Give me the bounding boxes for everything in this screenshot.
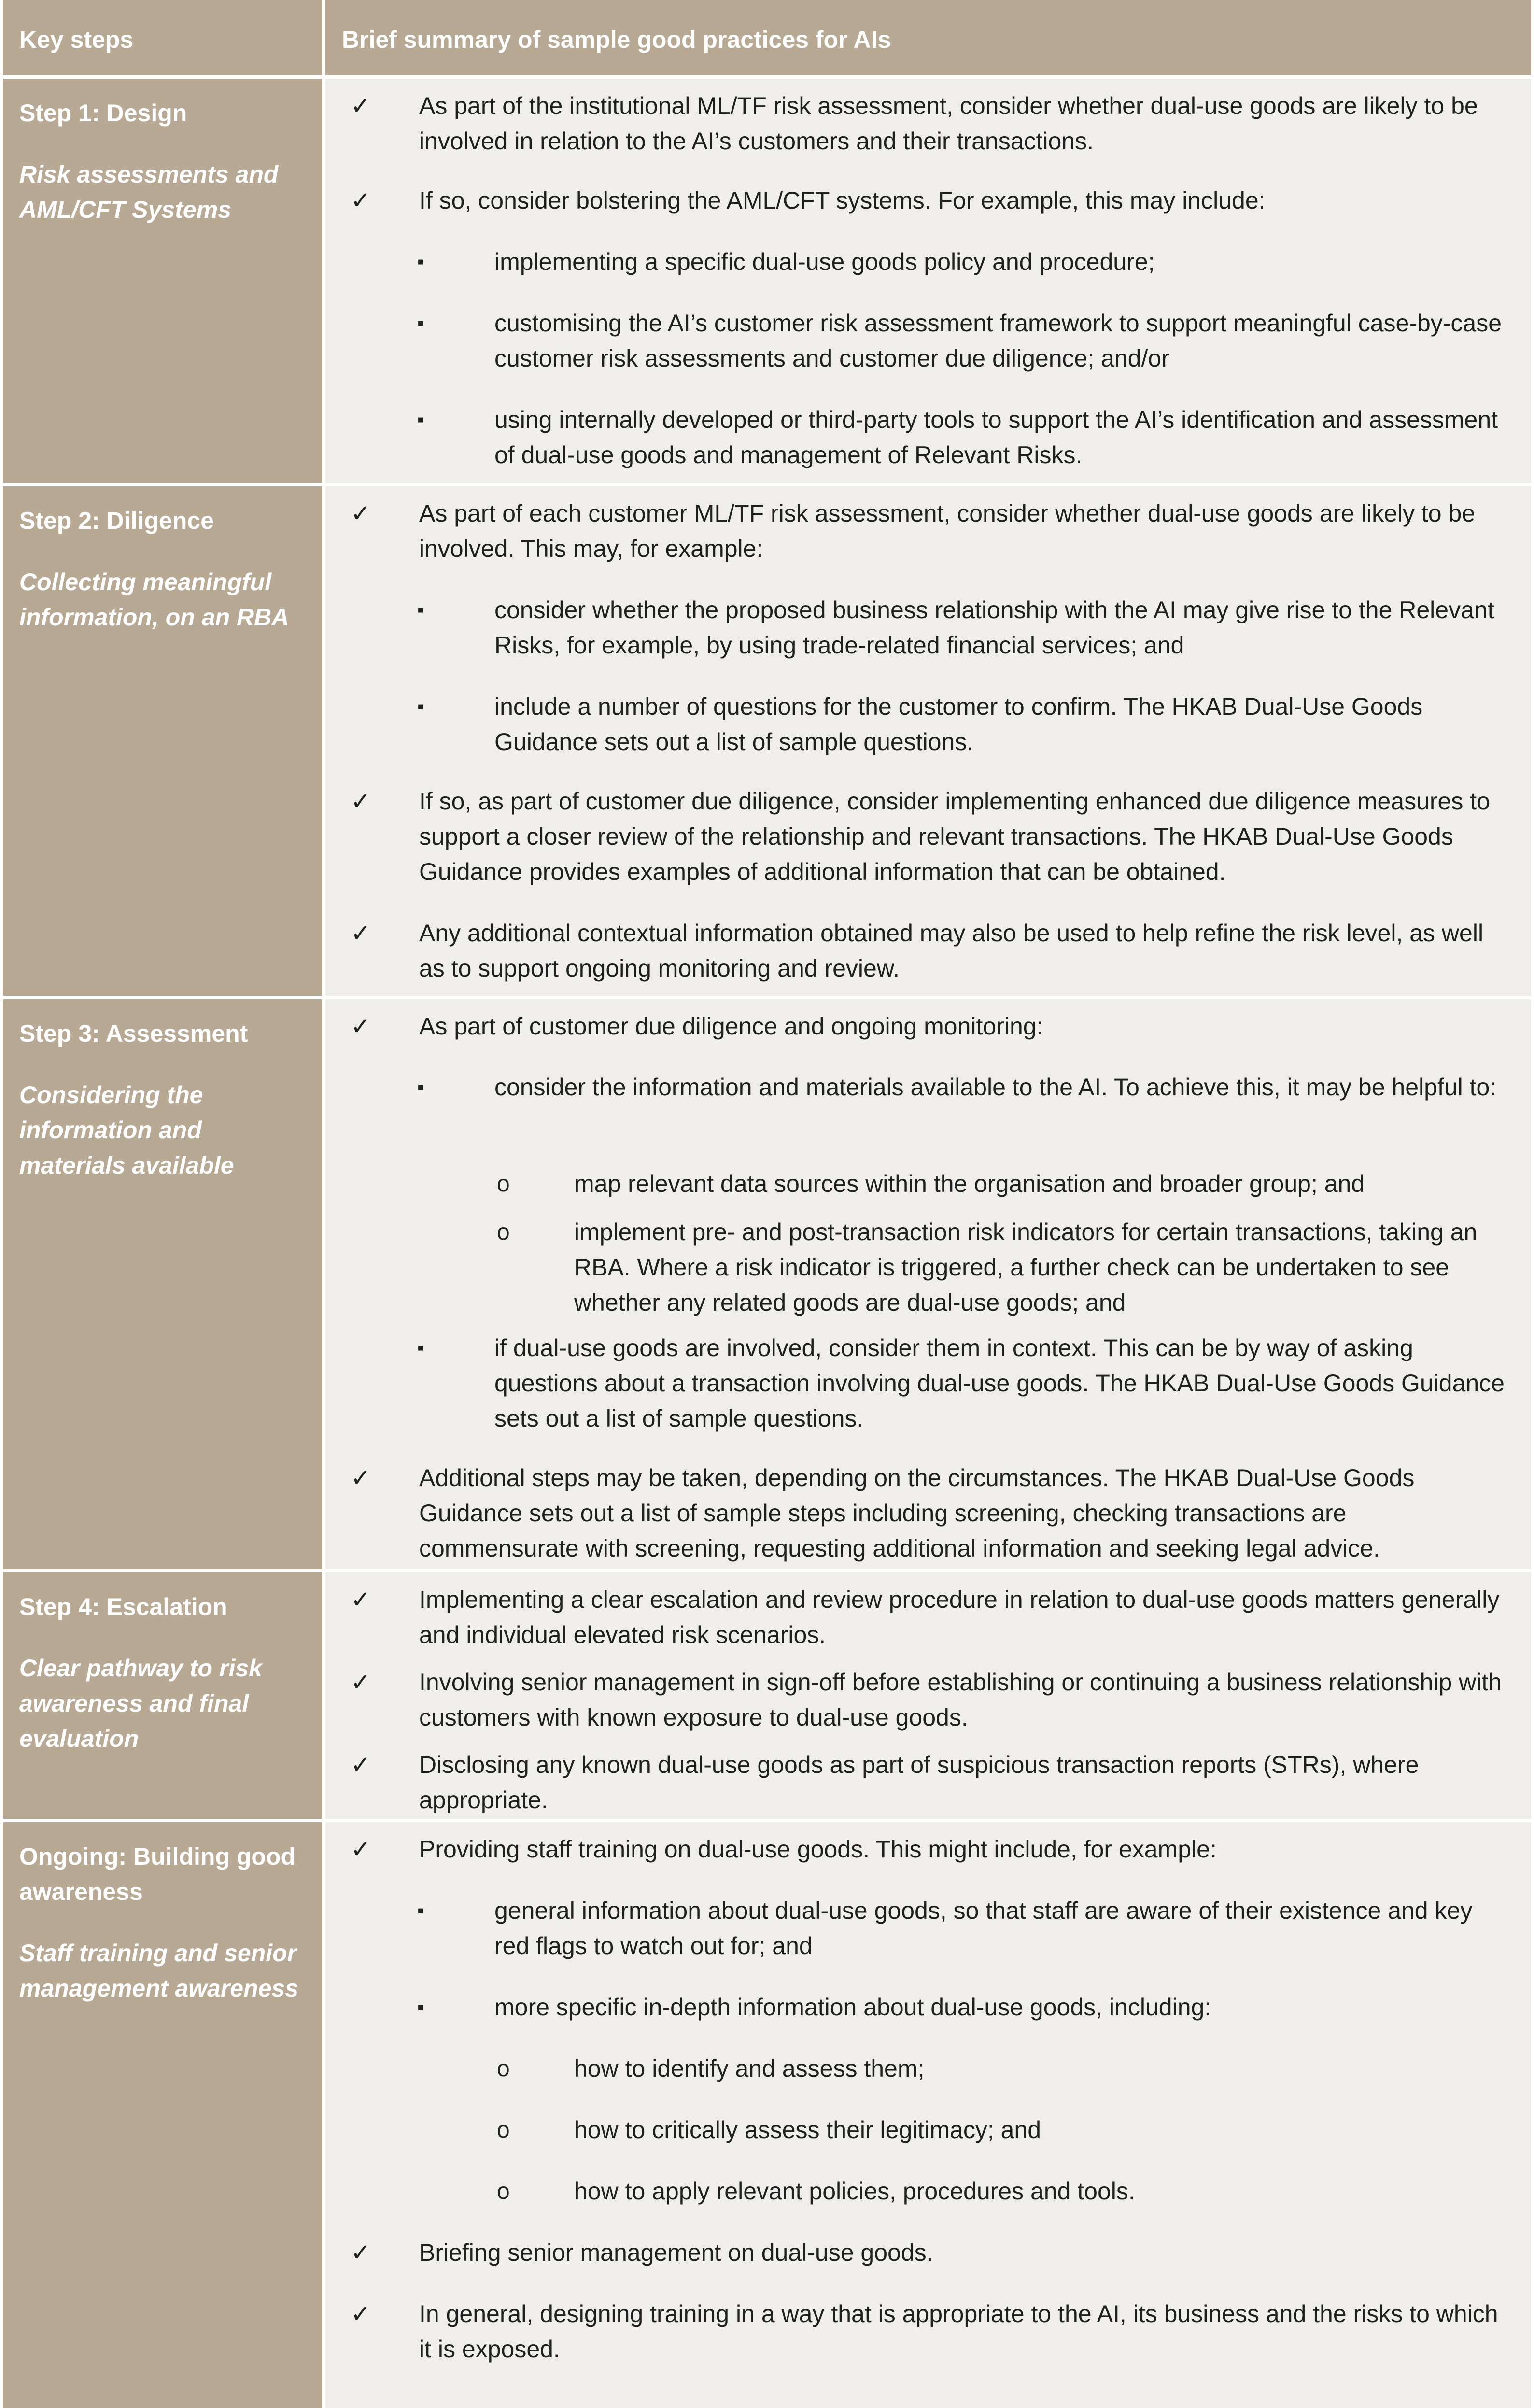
list-item-text: implementing a specific dual-use goods policy and procedure; (494, 248, 1155, 275)
list-item (342, 1832, 1510, 1867)
header-key-steps-label: Key steps (19, 26, 134, 53)
list-item-text: Disclosing any known dual-use goods as part of suspicious transaction reports (STRs), where appropriate. (419, 1751, 1419, 1813)
list-item (342, 88, 1510, 159)
list-item (342, 2235, 1510, 2270)
list-item-text: general information about dual-use goods, so that staff are aware of their existence and key red flags to watch out for; and (494, 1897, 1473, 1959)
circle-bullet-icon: o (497, 1171, 510, 1197)
list-item (342, 1460, 1510, 1566)
row-step-1-summary (325, 79, 1531, 483)
list-item (342, 183, 1510, 218)
list-item (417, 402, 1511, 473)
list-item-text: map relevant data sources within the organisation and broader group; and (574, 1170, 1365, 1197)
check-mark-icon: ✓ (351, 1464, 371, 1491)
square-bullet-icon: ▪ (417, 1997, 424, 2018)
step-3-title: Step 3: Assessment (19, 1020, 248, 1047)
square-bullet-icon: ▪ (417, 312, 424, 334)
list-item-text: customising the AI’s customer risk assessment framework to support meaningful case-by-case customer risk assessments and customer due diligence; and/or (494, 310, 1502, 372)
step-1-cell (19, 96, 314, 227)
check-mark-icon: ✓ (351, 920, 371, 947)
list-item (417, 1070, 1511, 1105)
circle-bullet-icon: o (497, 2117, 510, 2143)
list-item (417, 244, 1511, 280)
list-item-text: how to apply relevant policies, procedures and tools. (574, 2178, 1135, 2205)
ongoing-title: Ongoing: Building good awareness (19, 1843, 296, 1905)
list-item-text: If so, consider bolstering the AML/CFT systems. For example, this may include: (419, 187, 1266, 214)
list-item-text: more specific in-depth information about dual-use goods, including: (494, 1994, 1211, 2021)
check-mark-icon: ✓ (351, 1013, 371, 1040)
list-item-text: Implementing a clear escalation and review procedure in relation to dual-use goods matters generally and individual elevated risk scenarios. (419, 1586, 1500, 1648)
list-item-text: Briefing senior management on dual-use goods. (419, 2239, 933, 2266)
check-mark-icon: ✓ (351, 500, 371, 527)
step-2-subtitle: Collecting meaningful information, on an RBA (19, 568, 289, 631)
list-item-text: As part of the institutional ML/TF risk assessment, consider whether dual-use goods are likely to be involved in relation to the AI’s customers and their transactions. (419, 92, 1478, 155)
list-item (342, 1665, 1510, 1735)
list-item (417, 593, 1511, 663)
list-item (342, 1747, 1510, 1818)
circle-bullet-icon: o (497, 1219, 510, 1245)
list-item-text: how to critically assess their legitimacy; and (574, 2116, 1041, 2143)
list-item-text: Any additional contextual information obtained may also be used to help refine the risk level, as well as to support ongoing monitoring and review. (419, 920, 1484, 982)
square-bullet-icon: ▪ (417, 1337, 424, 1359)
row-step-3-key (3, 999, 322, 1569)
row-ongoing-key (3, 1822, 322, 2408)
row-step-2-key (3, 486, 322, 996)
step-4-title: Step 4: Escalation (19, 1593, 227, 1620)
list-item (342, 1582, 1510, 1653)
list-item-text: As part of each customer ML/TF risk assessment, consider whether dual-use goods are likely to be involved. This may, for example: (419, 500, 1476, 562)
check-mark-icon: ✓ (351, 2300, 371, 2327)
list-item-text: include a number of questions for the customer to confirm. The HKAB Dual-Use Goods Guidance sets out a list of sample questions. (494, 693, 1423, 755)
circle-bullet-icon: o (497, 2179, 510, 2204)
step-4-cell (19, 1589, 314, 1756)
row-ongoing-summary (325, 1822, 1531, 2408)
list-item (342, 916, 1510, 986)
check-mark-icon: ✓ (351, 92, 371, 119)
circle-bullet-icon: o (497, 2056, 510, 2082)
row-step-1-key (3, 79, 322, 483)
row-step-2-summary (325, 486, 1531, 996)
list-item-text: Involving senior management in sign-off before establishing or continuing a business relationship with customers with known exposure to dual-use goods. (419, 1669, 1502, 1731)
list-item (342, 2296, 1510, 2367)
step-4-subtitle: Clear pathway to risk awareness and final evaluation (19, 1655, 262, 1752)
check-mark-icon: ✓ (351, 788, 371, 815)
step-1-subtitle: Risk assessments and AML/CFT Systems (19, 161, 279, 223)
list-item (417, 1990, 1511, 2025)
header-summary (325, 0, 1531, 75)
step-1-title: Step 1: Design (19, 99, 187, 127)
check-mark-icon: ✓ (351, 2239, 371, 2266)
check-mark-icon: ✓ (351, 1836, 371, 1863)
list-item (497, 2174, 1511, 2209)
list-item (417, 1331, 1511, 1436)
list-item (497, 1215, 1511, 1320)
list-item-text: if dual-use goods are involved, consider them in context. This can be by way of asking questions about a transaction involving dual-use goods. The HKAB Dual-Use Goods Guidance sets out a list of sample questions. (494, 1334, 1505, 1432)
step-3-cell (19, 1016, 314, 1183)
list-item (497, 2051, 1511, 2086)
list-item-text: If so, as part of customer due diligence, consider implementing enhanced due diligence measures to support a closer review of the relationship and relevant transactions. The HKAB Dual-Use Goods Guidance provides examples of additional information that can be obtained. (419, 788, 1490, 885)
list-item (342, 1009, 1510, 1044)
list-item-text: consider the information and materials available to the AI. To achieve this, it may be helpful to: (494, 1074, 1497, 1101)
check-mark-icon: ✓ (351, 1751, 371, 1778)
row-step-3-summary (325, 999, 1531, 1569)
list-item-text: As part of customer due diligence and ongoing monitoring: (419, 1013, 1043, 1040)
list-item-text: using internally developed or third-party tools to support the AI’s identification and assessment of dual-use goods and management of Relevant Risks. (494, 406, 1498, 468)
square-bullet-icon: ▪ (417, 696, 424, 717)
list-item-text: consider whether the proposed business relationship with the AI may give rise to the Relevant Risks, for example, by using trade-related financial services; and (494, 596, 1494, 659)
ongoing-cell (19, 1839, 314, 2006)
check-mark-icon: ✓ (351, 1586, 371, 1613)
step-3-subtitle: Considering the information and materials available (19, 1081, 234, 1179)
list-item (342, 496, 1510, 567)
list-item-text: how to identify and assess them; (574, 2055, 925, 2082)
list-item-text: Additional steps may be taken, depending on the circumstances. The HKAB Dual-Use Goods Guidance sets out a list of sample steps including screening, checking transactions are commensurate with screening, requesting additional information and seeking legal advice. (419, 1464, 1415, 1562)
list-item (497, 1166, 1511, 1202)
check-mark-icon: ✓ (351, 1669, 371, 1696)
list-item (417, 1893, 1511, 1964)
square-bullet-icon: ▪ (417, 599, 424, 621)
header-summary-label: Brief summary of sample good practices for AIs (342, 26, 891, 53)
ongoing-subtitle: Staff training and senior management awareness (19, 1940, 299, 2002)
square-bullet-icon: ▪ (417, 1077, 424, 1098)
list-item-text: implement pre- and post-transaction risk indicators for certain transactions, taking an RBA. Where a risk indicator is triggered, a further check can be undertaken to see whether any related goods are dual-use goods; and (574, 1218, 1478, 1316)
row-step-4-summary (325, 1572, 1531, 1819)
step-2-cell (19, 503, 314, 635)
header-key-steps (3, 0, 322, 75)
check-mark-icon: ✓ (351, 187, 371, 214)
square-bullet-icon: ▪ (417, 251, 424, 272)
list-item (342, 784, 1510, 890)
list-item (417, 689, 1511, 760)
list-item (417, 306, 1511, 376)
row-step-4-key (3, 1572, 322, 1819)
list-item-text: Providing staff training on dual-use goods. This might include, for example: (419, 1836, 1217, 1863)
square-bullet-icon: ▪ (417, 1900, 424, 1921)
step-2-title: Step 2: Diligence (19, 507, 214, 534)
square-bullet-icon: ▪ (417, 409, 424, 430)
list-item (497, 2112, 1511, 2148)
list-item-text: In general, designing training in a way that is appropriate to the AI, its business and the risks to which it is exposed. (419, 2300, 1498, 2363)
